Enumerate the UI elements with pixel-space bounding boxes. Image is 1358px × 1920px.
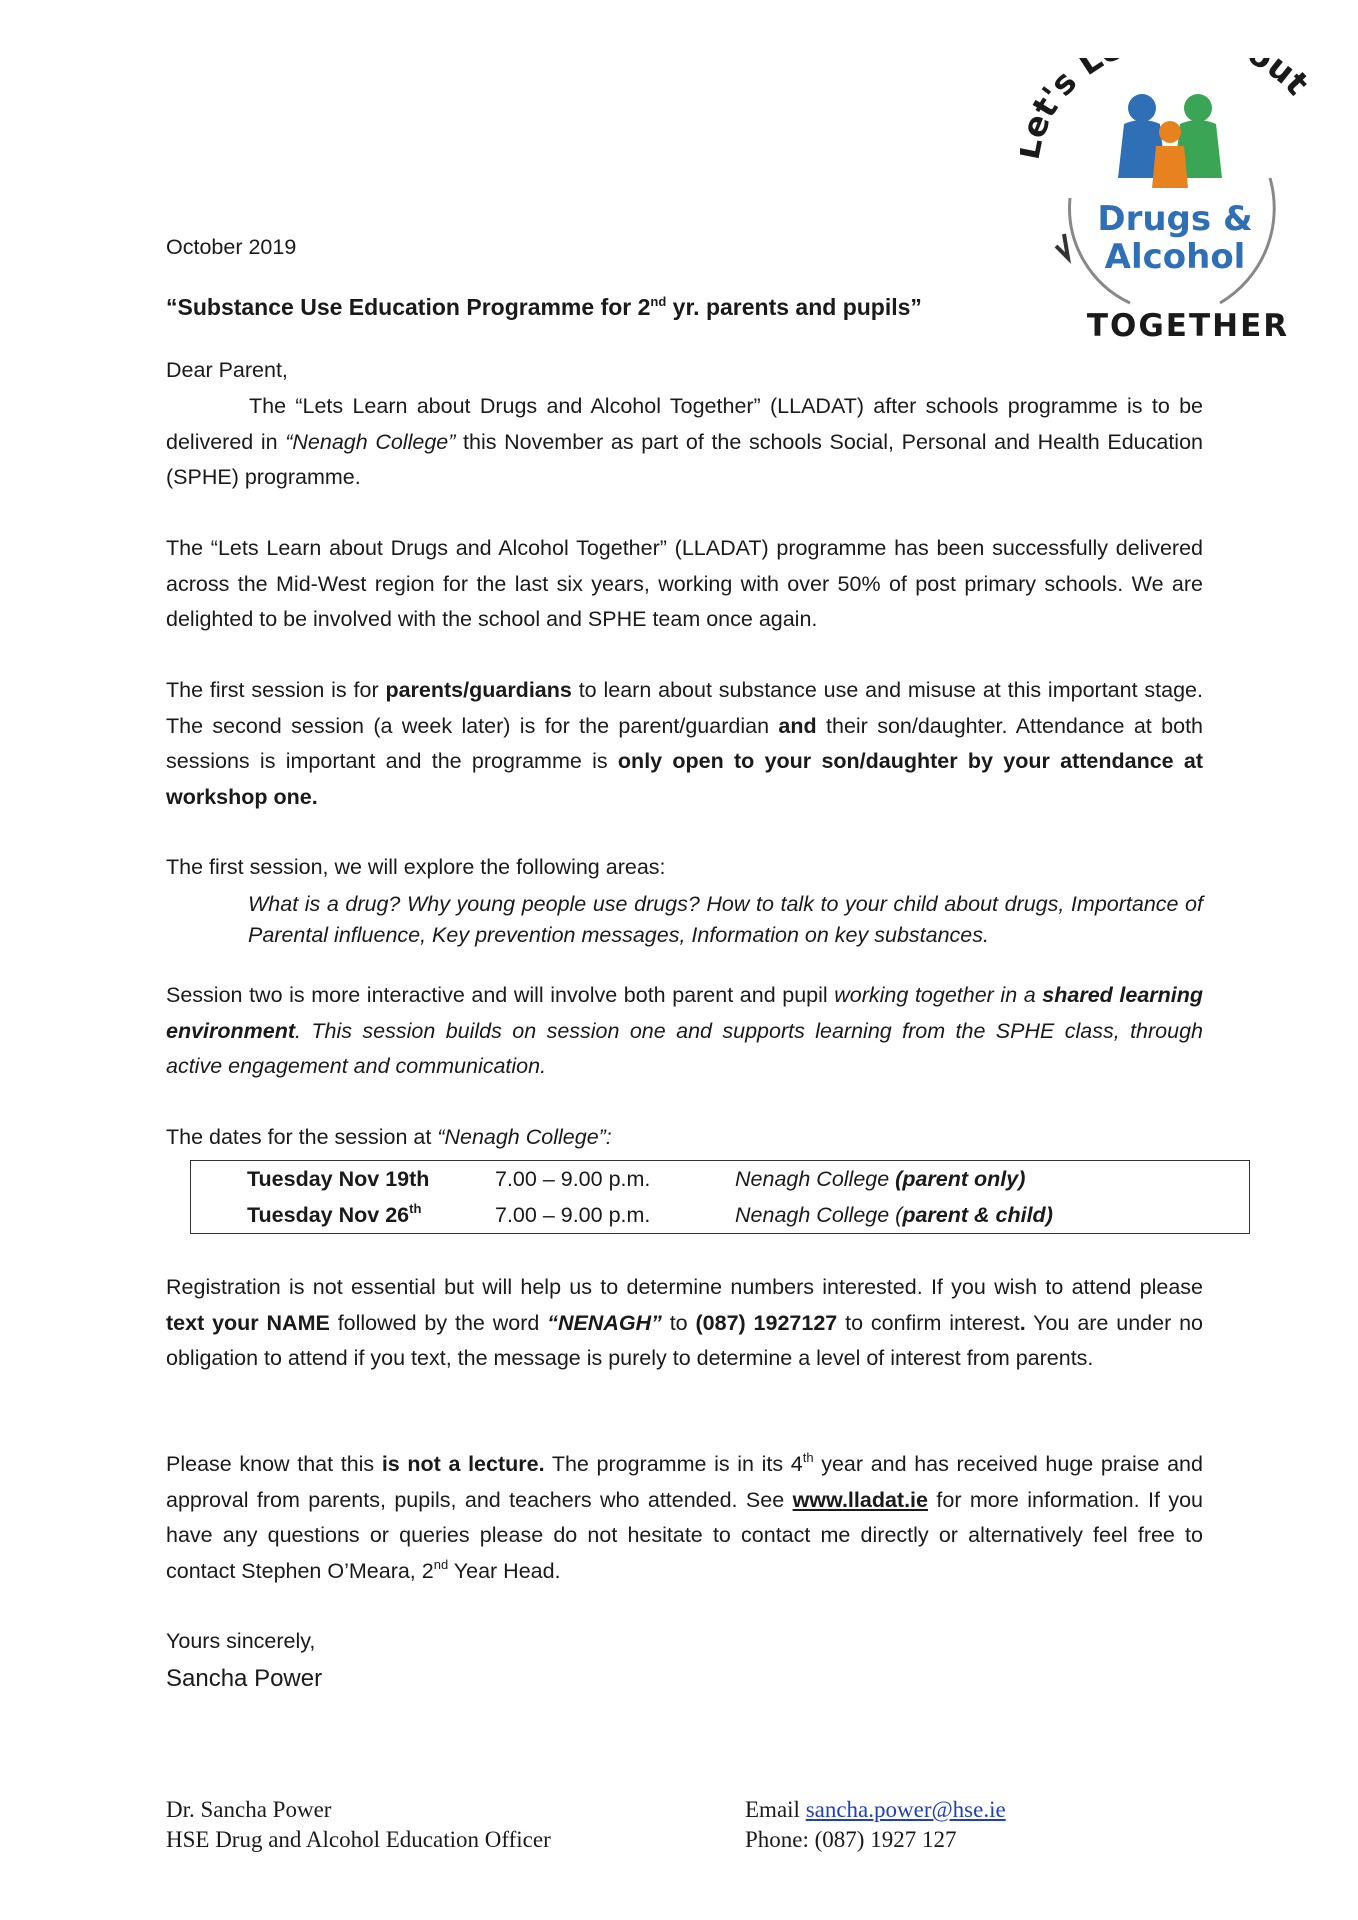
session-day xyxy=(247,1197,507,1233)
paragraph-about xyxy=(166,1447,1203,1589)
text-run: “NENAGH” xyxy=(547,1310,662,1335)
letter-title xyxy=(166,290,1203,326)
paragraph-intro xyxy=(166,389,1203,496)
session-schedule-table xyxy=(190,1160,1250,1234)
text-run: shared learning environment xyxy=(166,983,1204,1043)
footer-right xyxy=(745,1795,1006,1855)
areas-intro: The first session, we will explore the following areas: xyxy=(166,855,666,879)
text-run: Please know that this xyxy=(166,1452,382,1476)
text-run: th xyxy=(409,1201,422,1216)
text-run: to xyxy=(661,1310,696,1335)
text-run: Year Head. xyxy=(448,1558,561,1583)
footer-name: Dr. Sancha Power xyxy=(166,1797,332,1822)
text-run: The programme is in its 4 xyxy=(544,1452,803,1476)
footer-left xyxy=(166,1795,551,1855)
title-part: “Substance Use Education Programme for 2 xyxy=(166,294,651,320)
dates-intro xyxy=(166,1120,1203,1156)
text-run: Nenagh College xyxy=(735,1167,896,1191)
session-day xyxy=(247,1161,507,1197)
text-run: Registration is not essential but will help us to determine numbers interested. If you wish to attend please xyxy=(166,1275,1203,1299)
text-run: for more information. If you have any questions or queries please do not hesitate to contact me directly or alternatively feel free to contact Stephen O’Meara, 2 xyxy=(166,1487,1203,1583)
text-run: The “Lets Learn about Drugs and Alcohol Together” (LLADAT) after schools programme is to be delivered in xyxy=(166,394,1203,454)
paragraph-session-two xyxy=(166,978,1203,1085)
logo-arc-text: t's L ut xyxy=(1024,58,1317,124)
text-run: working together in a xyxy=(834,983,1043,1007)
text-run: th xyxy=(802,1450,814,1465)
salutation: Dear Parent, xyxy=(166,358,288,382)
text-run: You are under no obligation to attend if you text, the message is purely to determine a level of interest from parents. xyxy=(166,1310,1203,1370)
session-time: 7.00 – 9.00 p.m. xyxy=(495,1203,651,1227)
paragraph-registration xyxy=(166,1270,1203,1377)
session-place xyxy=(735,1197,1155,1233)
text-run: year and has received huge praise and approval from parents, pupils, and teachers who attended. See xyxy=(166,1452,1203,1512)
text-run: Nenagh College ( xyxy=(735,1203,903,1227)
session-time: 7.00 – 9.00 p.m. xyxy=(495,1167,651,1191)
text-run: text your NAME xyxy=(166,1310,330,1335)
text-run: parents/guardians xyxy=(385,678,572,702)
logo-drugs-text: Drugs & xyxy=(1097,199,1253,239)
text-run: to learn about substance use and misuse at this important stage. The second session (a week later) is for the parent/guardian xyxy=(166,678,1203,738)
text-run: is not a lecture. xyxy=(381,1452,545,1476)
website-link[interactable]: www.lladat.ie xyxy=(792,1487,928,1512)
paragraph-sessions xyxy=(166,673,1203,815)
text-run: parent & child) xyxy=(902,1203,1053,1227)
text-run: Email xyxy=(745,1797,806,1822)
text-run: their son/daughter. Attendance at both sessions is important and the programme is xyxy=(166,713,1203,773)
email-link[interactable]: sancha.power@hse.ie xyxy=(805,1797,1006,1822)
text-run: “Nenagh College”: xyxy=(437,1125,612,1149)
text-run: Session two is more interactive and will involve both parent and pupil xyxy=(166,983,835,1007)
footer-phone: Phone: (087) 1927 127 xyxy=(745,1827,957,1852)
text-run: nd xyxy=(433,1556,449,1572)
closing: Yours sincerely, xyxy=(166,1629,316,1653)
footer-email xyxy=(745,1795,1006,1825)
text-run: . This session builds on session one and supports learning from the SPHE class, through active engagement and communication. xyxy=(166,1018,1203,1078)
signature-name: Sancha Power xyxy=(166,1665,323,1692)
text-run: to confirm interest xyxy=(837,1310,1020,1335)
footer-role: HSE Drug and Alcohol Education Officer xyxy=(166,1827,551,1852)
text-run: “Nenagh College” xyxy=(285,429,456,454)
title-part: yr. parents and pupils” xyxy=(666,294,922,320)
family-figures-icon xyxy=(1118,94,1222,188)
text-run: only open to your son/daughter by your attendance at workshop one. xyxy=(166,749,1204,809)
text-run: (087) 1927127 xyxy=(695,1310,838,1335)
logo-together-text: TOGETHER xyxy=(1086,308,1290,344)
logo-alcohol-text: Alcohol xyxy=(1104,237,1246,277)
paragraph-history: The “Lets Learn about Drugs and Alcohol Together” (LLADAT) programme has been successfully delivered across the Mid-West region for the last six years, working with over 50% of post primary schools. We are delighted to be involved with the school and SPHE team once again. xyxy=(166,536,1203,631)
session-place xyxy=(735,1161,1155,1197)
areas-list: What is a drug? Why young people use drugs? How to talk to your child about drugs, Importance of Parental influence, Key prevention messages, Information on key substances. xyxy=(248,892,1203,947)
text-run: followed by the word xyxy=(329,1310,548,1335)
letter-date: October 2019 xyxy=(166,235,297,259)
text-run: Tuesday Nov 26 xyxy=(247,1203,410,1227)
text-run: this November as part of the schools Social, Personal and Health Education (SPHE) programme. xyxy=(166,429,1204,489)
text-run: and xyxy=(778,713,817,738)
text-run: The first session is for xyxy=(166,678,386,702)
text-run: The dates for the session at xyxy=(166,1125,438,1149)
title-superscript: nd xyxy=(650,294,667,309)
text-run: Tuesday Nov 19th xyxy=(247,1167,430,1191)
text-run: (parent only) xyxy=(895,1167,1026,1191)
text-run: . xyxy=(1019,1310,1026,1335)
